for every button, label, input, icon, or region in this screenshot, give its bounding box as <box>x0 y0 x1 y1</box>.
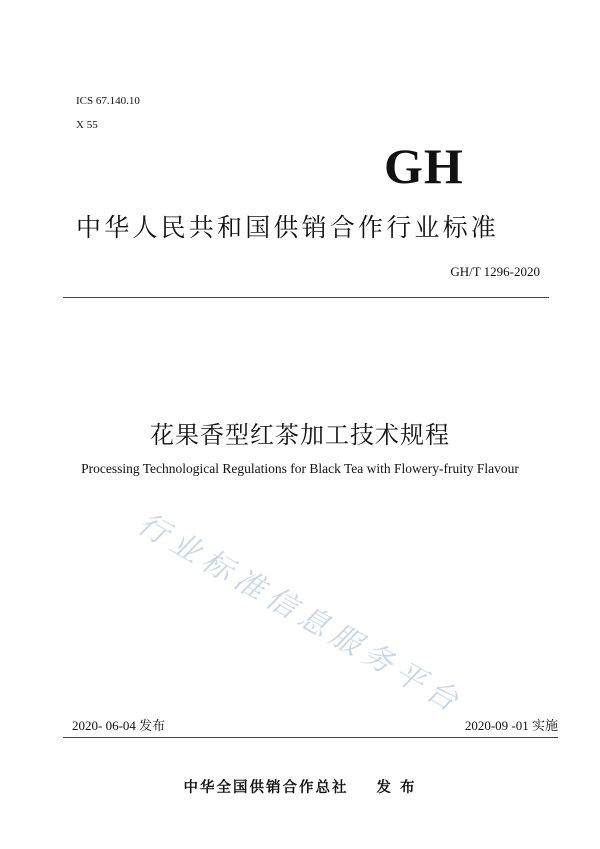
standard-number: GH/T 1296-2020 <box>450 264 540 279</box>
watermark: 行业标准信息服务平台 <box>131 506 470 722</box>
title-chinese: 花果香型红茶加工技术规程 <box>150 421 450 449</box>
header-divider <box>63 297 549 298</box>
title-english: Processing Technological Regulations for Black Tea with Flowery-fruity Flavour <box>81 461 519 476</box>
publisher-name: 中华全国供销合作总社 <box>183 780 349 796</box>
footer-divider <box>63 737 558 738</box>
publisher-line <box>0 778 600 798</box>
standard-name: 中华人民共和国供销合作行业标准 <box>76 213 500 242</box>
classification-code: X 55 <box>76 119 98 131</box>
ics-code: ICS 67.140.10 <box>76 95 140 107</box>
issue-date: 2020- 06-04 发布 <box>72 718 166 733</box>
implementation-date: 2020-09 -01 实施 <box>464 718 558 733</box>
publish-label: 发 布 <box>376 780 417 796</box>
gh-logo: GH <box>384 138 464 194</box>
